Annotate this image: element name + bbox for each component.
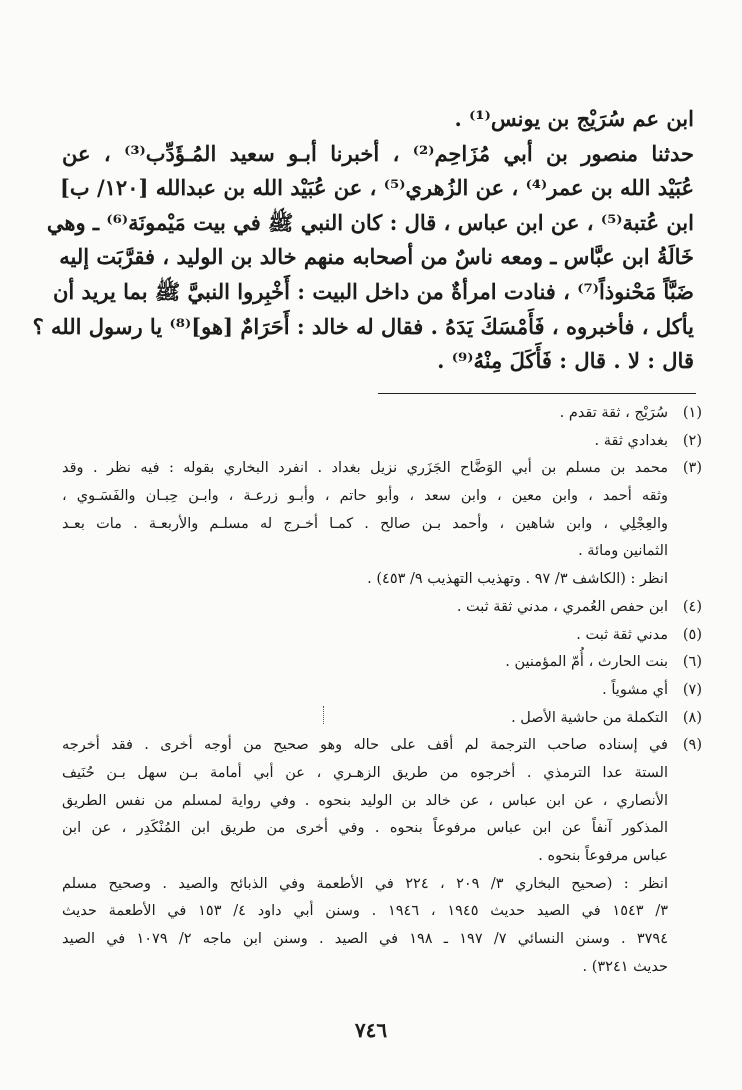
footnote-line: الثمانين ومائة . (578, 543, 668, 560)
footnote-8 (62, 705, 702, 733)
footnote-7 (62, 677, 702, 705)
footnote-line: المذكور آنفاً عن ابن عباس مرفوعاً بنحوه . وفي أخرى من طريق ابن المُنْكَدِر ، عن ابن (62, 820, 668, 837)
footnote-line: حديث ٣٢٤١) . (582, 958, 668, 975)
footnote-line: وثقه أحمد ، وابن معين ، وابن سعد ، وأبو حاتم ، وأبـو زرعـة ، وابـن حِبـان والفَسَـوي ، (62, 488, 668, 505)
footnote-line: انظر : (الكاشف ٣/ ٩٧ . وتهذيب التهذيب ٩/ ٤٥٣) . (367, 571, 668, 588)
footnote-1 (62, 400, 702, 428)
footnote-line: مدني ثقة ثبت . (576, 626, 668, 643)
text-line: عُبَيْد الله بن عمر⁽⁴⁾ ، عن الزُهري⁽⁵⁾ ، عن عُبَيْد الله بن عبدالله [١٢٠/ ب] (59, 175, 694, 201)
footnote-number: (١) (682, 405, 702, 421)
main-text (32, 102, 695, 379)
footnote-line: بغدادي ثقة . (594, 432, 668, 449)
footnote-line: سُرَيْج ، ثقة تقدم . (559, 405, 668, 421)
footnote-number: (٩) (682, 737, 702, 754)
footnote-line: التكملة من حاشية الأصل . (511, 709, 668, 726)
text-line: ضَبَّاً مَحْنوذاً⁽⁷⁾ ، فنادت امرأةٌ من داخل البيت : أَخْبِروا النبيَّ ﷺ بما يريد أن (52, 278, 694, 304)
page-number: ٧٤٦ (354, 1018, 388, 1042)
footnote-line: والعِجْلِي ، وابن شاهين ، وأحمد بـن صالح . كمـا أخـرج له مسلـم والأربعـة . مات بعـد (62, 515, 668, 532)
footnote-line: أي مشوياً . (602, 681, 668, 698)
footnote-number: (٤) (682, 598, 702, 615)
footnote-divider (378, 393, 696, 394)
footnote-number: (٢) (682, 432, 702, 449)
footnote-line: بنت الحارث ، أُمّ المؤمنين . (505, 654, 668, 671)
footnote-number: (٣) (682, 460, 702, 477)
footnote-number: (٨) (682, 709, 702, 726)
text-line: يأكل ، فأخبروه ، فَأَمْسَكَ يَدَهُ . فقال له خالد : أَحَرَامٌ [هو]⁽⁸⁾ يا رسول الله ؟ (32, 313, 694, 339)
text-line: خَالَةُ ابن عبَّاس ـ ومعه ناسٌ من أصحابه منهم خالد بن الوليد ، فقرَّبَت إليه (59, 244, 694, 270)
footnote-line: انظر : (صحيح البخاري ٣/ ٢٠٩ ، ٢٢٤ في الأطعمة وفي الذبائح والصيد . وصحيح مسلم (62, 875, 668, 892)
text-line: ابن عُتبة⁽⁵⁾ ، عن ابن عباس ، قال : كان النبي ﷺ في بيت مَيْمونَة⁽⁶⁾ ـ وهي (46, 209, 694, 235)
footnote-5 (62, 622, 702, 650)
footnote-number: (٦) (682, 654, 702, 671)
footnote-2 (62, 428, 702, 456)
margin-mark (323, 706, 326, 724)
footnote-line: ابن حفص العُمري ، مدني ثقة ثبت . (456, 598, 668, 615)
footnote-6 (62, 649, 702, 677)
text-line: قال : لا . قال : فَأَكَلَ مِنْهُ⁽⁹⁾ . (437, 348, 694, 374)
footnotes (62, 400, 702, 982)
footnote-9 (62, 732, 702, 870)
footnote-line: محمد بن مسلم بن أبي الوَضَّاح الجَزَري نزيل بغداد . انفرد البخاري بقوله : فيه نظر . وقد (62, 460, 668, 477)
footnote-4 (62, 594, 702, 622)
footnote-line: ٣٧٩٤ . وسنن النسائي ٧/ ١٩٧ ـ ١٩٨ في الصيد . وسنن ابن ماجه ٢/ ١٠٧٩ في الصيد (62, 931, 669, 948)
footnote-3-reference (62, 566, 702, 594)
footnote-number: (٥) (682, 626, 702, 643)
footnote-line: الستة عدا الترمذي . أخرجوه من طريق الزهـري ، عن أبي أمامة بـن سهل بـن حُنَيف (62, 765, 668, 782)
text-line: حدثنا منصور بن أبي مُزَاحِم⁽²⁾ ، أخبرنا أبـو سعيد المُـؤَدِّب⁽³⁾ ، عن (62, 140, 695, 166)
footnote-9-reference (62, 871, 702, 982)
footnote-line: ٣/ ١٥٤٣ في الصيد حديث ١٩٤٥ ، ١٩٤٦ . وسنن أبي داود ٤/ ١٥٣ في الأطعمة حديث (62, 903, 668, 920)
footnote-line: في إسناده صاحب الترجمة لم أقف على حاله وهو صحيح من أوجه أخرى . فقد أخرجه (62, 737, 668, 754)
footnote-number: (٧) (682, 681, 702, 698)
footnote-3 (62, 455, 702, 566)
footnote-line: الأنصاري ، عن ابن عباس ، عن خالد بن الوليد بنحوه . وفي رواية لمسلم من نفس الطريق (62, 792, 668, 809)
text-line: ابن عم سُرَيْج بن يونس⁽¹⁾ . (454, 106, 694, 131)
footnote-line: عباس مرفوعاً بنحوه . (538, 848, 668, 865)
